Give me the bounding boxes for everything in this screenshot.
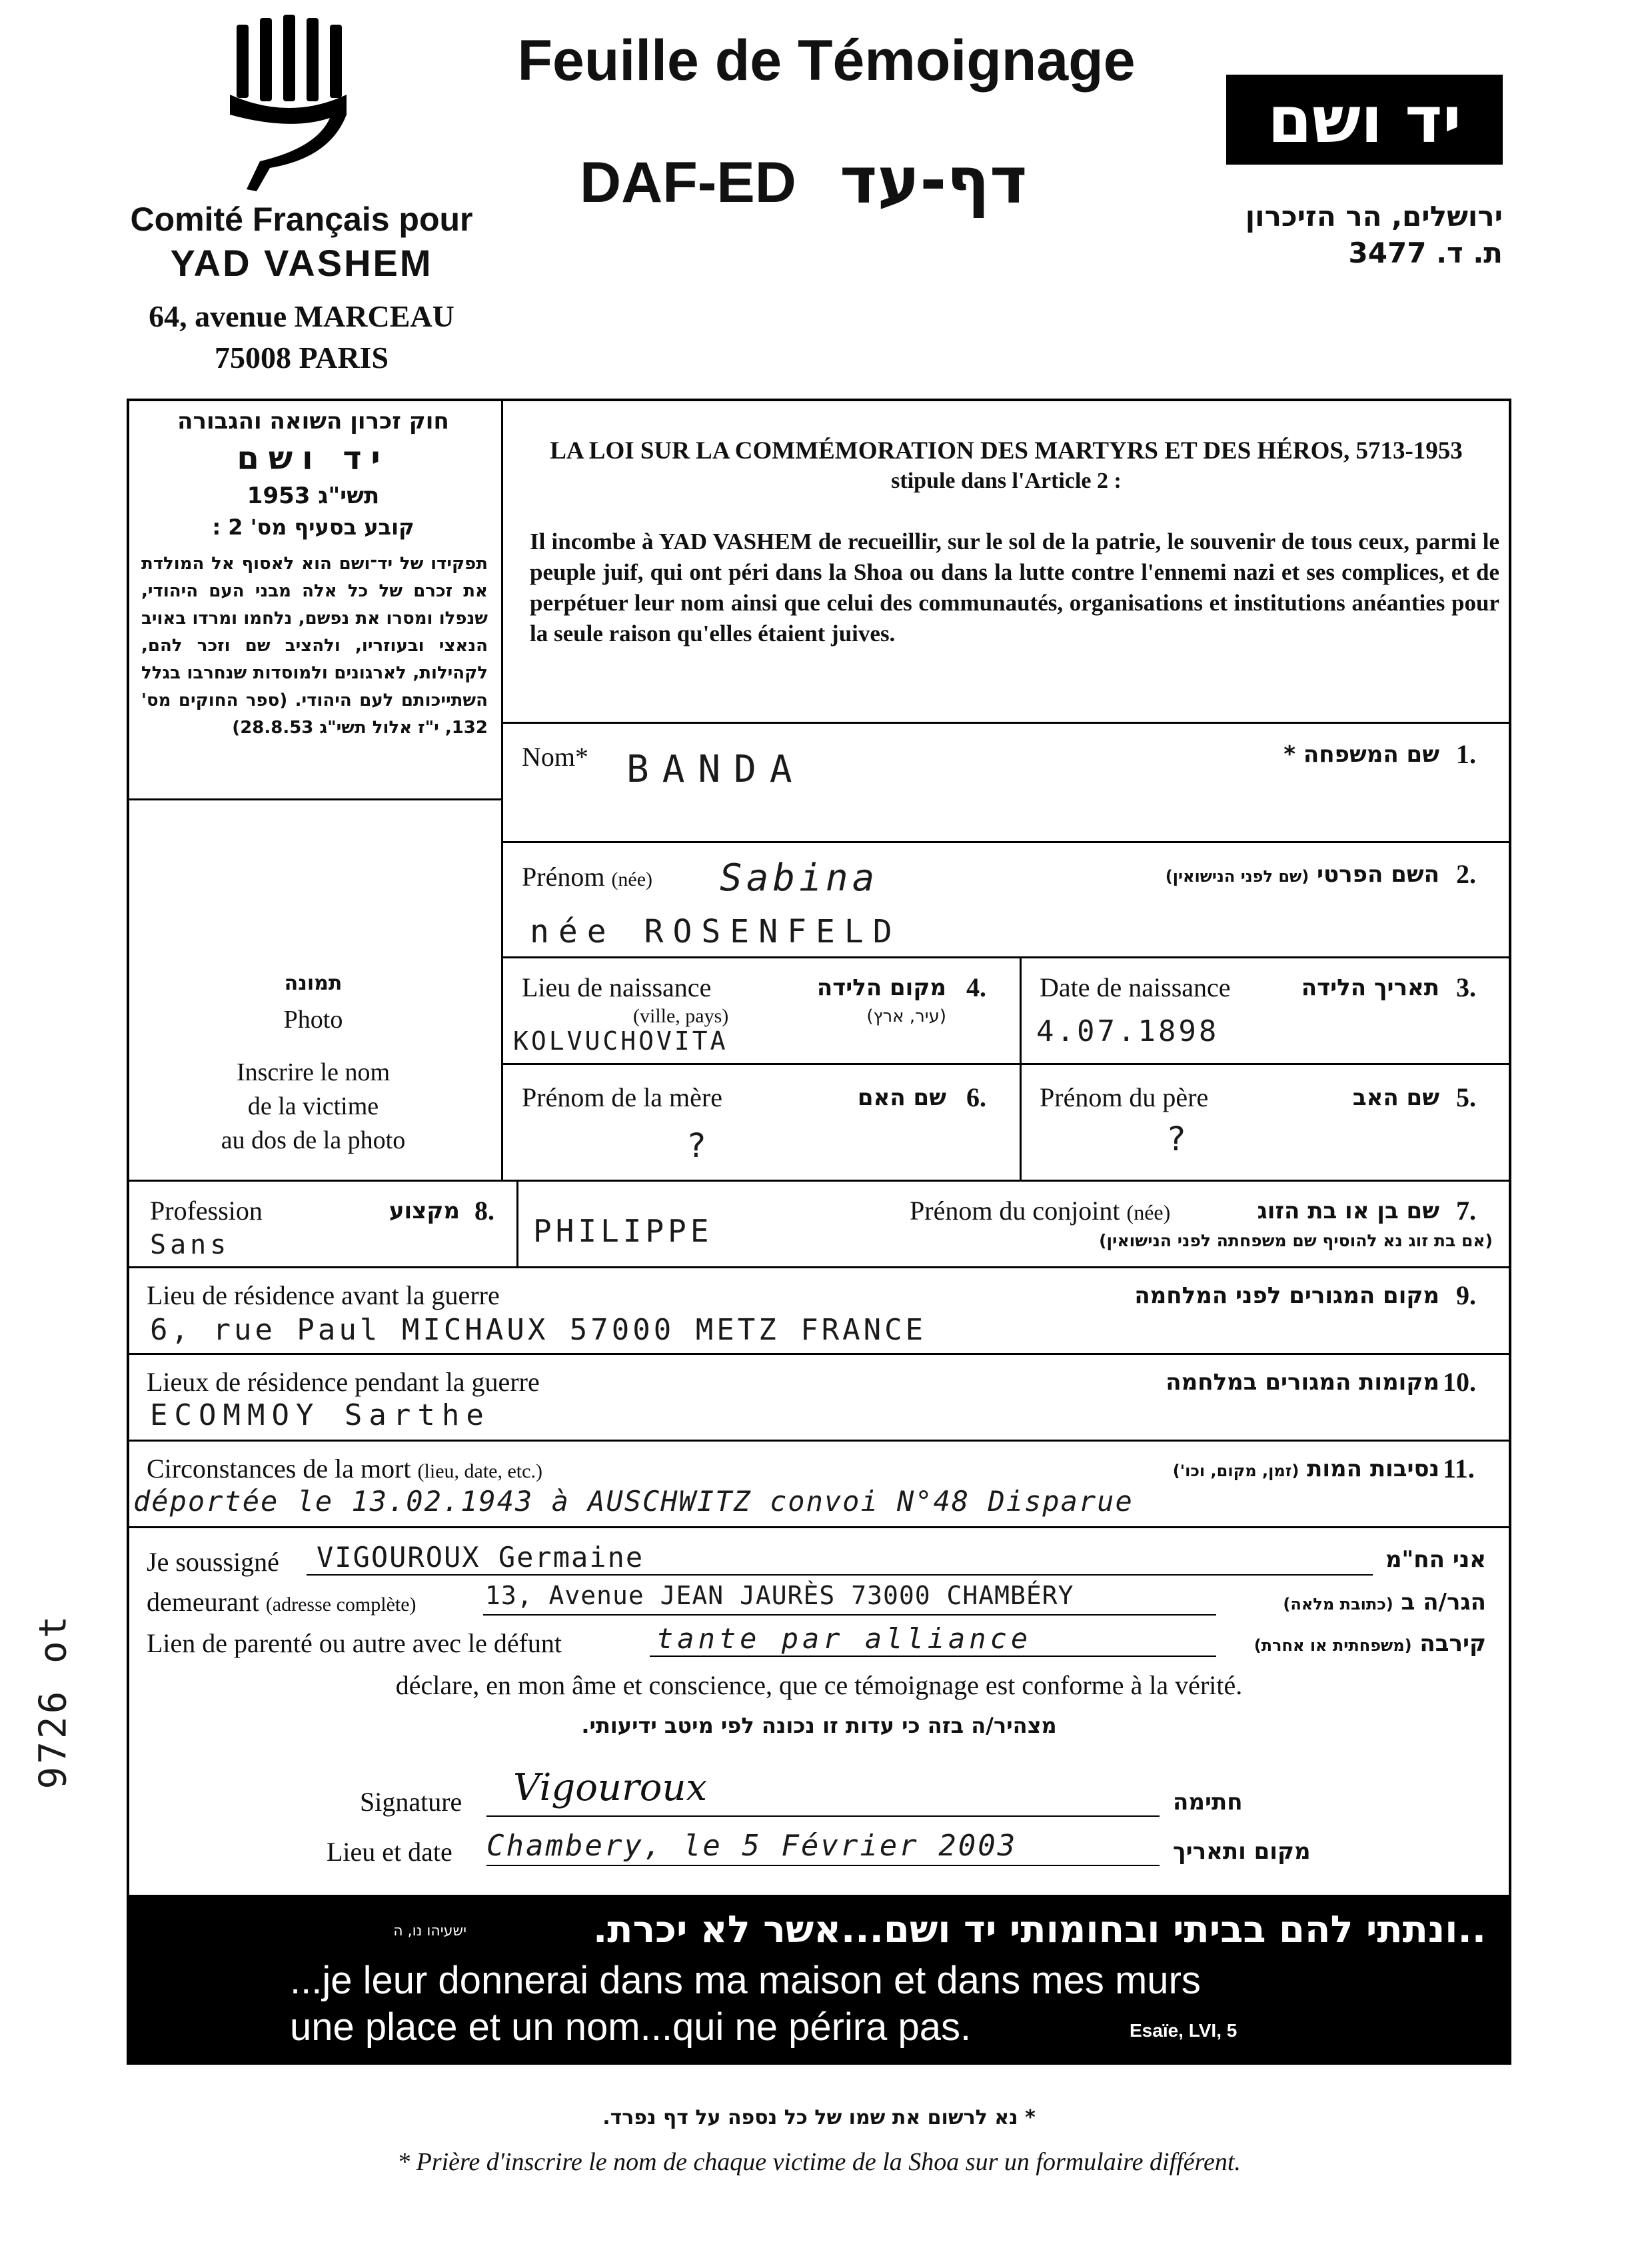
photo-label: Photo [283,1006,343,1034]
divider-declarant [127,1526,1511,1528]
prenom-value-2[interactable]: née ROSENFELD [530,913,902,950]
committee-line1: Comité Français pour [130,201,473,238]
divider-naissance-parents [501,1063,1511,1065]
signature-line [486,1815,1160,1817]
conjoint-label-small: (née) [1126,1200,1171,1224]
divider-row11 [127,1440,1511,1442]
conjoint-label [910,1195,1170,1226]
mort-label-text: Circonstances de la mort [147,1454,411,1484]
law-french-title: LA LOI SUR LA COMMÉMORATION DES MARTYRS ET DES HÉROS, 5713-1953 [550,437,1463,465]
date-naissance-value[interactable]: 4.07.1898 [1036,1014,1220,1048]
divider-row7 [127,1180,1511,1182]
mort-heb-text: נסיבות המות [1307,1456,1439,1482]
divider-birth-middle [1020,956,1022,1180]
conjoint-heb-small: (אם בת זוג נא להוסיף שם משפחתה לפני הנישואין) [1099,1231,1493,1250]
profession-label: Profession [150,1196,263,1226]
banner-french-ref: Esaïe, LVI, 5 [1130,2020,1238,2041]
residence-pendant-num: 10. [1443,1367,1476,1397]
subtitle-latin: DAF-ED [580,151,796,215]
signature-value[interactable]: Vigouroux [513,1766,708,1809]
conjoint-label-text: Prénom du conjoint [910,1196,1120,1226]
quote-banner [127,1895,1511,2065]
prenom-heb-text: השם הפרטי [1317,861,1439,888]
declaration-heb: מצהיר/ה בזה כי עדות זו נכונה לפי מיטב ידיעותי. [581,1713,1057,1738]
page-title: Feuille de Témoignage [517,29,1136,93]
soussigne-line [307,1574,1373,1576]
demeurant-label-small: (adresse complète) [265,1594,416,1616]
prenom-mere-heb: שם האם [857,1084,946,1111]
footer-note-fr: * Prière d'inscrire le nom de chaque victime de la Shoa sur un formulaire différent. [397,2148,1241,2176]
prenom-pere-num: 5. [1456,1082,1476,1112]
lieu-naissance-heb-small: (עיר, ארץ) [866,1006,946,1026]
prenom-label-text: Prénom [522,862,605,892]
demeurant-label-text: demeurant [147,1587,259,1617]
banner-french-line1: ...je leur donnerai dans ma maison et dans mes murs [290,1959,1201,2002]
archive-number: 9726 ot [31,1613,75,1789]
lien-value[interactable]: tante par alliance [656,1622,1032,1655]
divider-row9 [127,1266,1511,1268]
law-hebrew-year: תשי"ג 1953 [247,483,380,509]
prenom-pere-label: Prénom du père [1040,1082,1209,1112]
prenom-pere-heb: שם האב [1352,1084,1439,1111]
nom-value[interactable]: BANDA [626,748,806,791]
po-box: ת. ד. 3477 [1348,237,1503,269]
divider-law-nom [501,722,1511,724]
mort-label-small: (lieu, date, etc.) [417,1460,542,1482]
lien-label: Lien de parenté ou autre avec le défunt [147,1628,562,1658]
lien-heb-small: (משפחתית או אחרת) [1253,1636,1412,1655]
residence-pendant-value[interactable]: ECOMMOY Sarthe [150,1398,490,1432]
lien-heb-text: קירבה [1419,1630,1486,1657]
divider-nom-prenom [501,841,1511,843]
residence-avant-label: Lieu de résidence avant la guerre [147,1280,500,1310]
demeurant-label [147,1586,416,1618]
mort-heb-small: (זמן, מקום, וכו') [1172,1462,1299,1480]
banner-french-line2: une place et un nom...qui ne périra pas. [290,2005,972,2049]
date-naissance-label: Date de naissance [1040,972,1231,1002]
divider-row10 [127,1353,1511,1355]
conjoint-num: 7. [1456,1196,1476,1226]
law-hebrew-clause: קובע בסעיף מס' 2 : [212,515,414,540]
nom-num: 1. [1456,739,1476,769]
yad-vashem-menorah-logo [230,15,357,195]
prenom-mere-label: Prénom de la mère [522,1082,722,1112]
demeurant-heb [1226,1589,1486,1616]
soussigne-label: Je soussigné [147,1547,279,1577]
mort-heb [1066,1456,1439,1482]
demeurant-heb-small: (כתובת מלאה) [1283,1595,1393,1614]
lien-heb [1226,1630,1486,1657]
committee-line2: YAD VASHEM [170,242,433,284]
demeurant-heb-text: הגר/ה ב [1401,1589,1486,1616]
banner-hebrew: ..ונתתי להם בביתי ובחומותי יד ושם...אשר לא יכרת. [592,1908,1486,1951]
profession-num: 8. [474,1196,494,1226]
lieu-date-line [486,1865,1160,1866]
lieu-naissance-heb: מקום הלידה [816,974,946,1001]
lieu-date-label: Lieu et date [327,1837,452,1867]
lieu-naissance-num: 4. [966,972,986,1002]
prenom-mere-num: 6. [966,1082,986,1112]
lieu-date-value[interactable]: Chambery, le 5 Février 2003 [486,1829,1018,1863]
lien-line [650,1656,1216,1657]
prenom-value[interactable]: Sabina [720,856,879,900]
residence-avant-num: 9. [1456,1280,1476,1310]
date-naissance-num: 3. [1456,972,1476,1002]
declaration-fr: déclare, en mon âme et conscience, que ce témoignage est conforme à la vérité. [395,1670,1243,1700]
photo-instruction-2: de la victime [247,1092,379,1120]
logo-right-text: יד ושם [1267,82,1461,157]
demeurant-line [483,1614,1216,1616]
residence-pendant-label: Lieux de résidence pendant la guerre [147,1367,540,1397]
soussigne-value[interactable]: VIGOUROUX Germaine [317,1541,644,1574]
profession-value[interactable]: Sans [150,1230,231,1260]
prenom-heb [1040,861,1439,888]
lieu-naissance-label: Lieu de naissance [522,972,712,1002]
soussigne-heb: אני הח"מ [1385,1546,1486,1573]
banner-hebrew-ref: ישעיהו נו, ה [393,1923,466,1939]
conjoint-value[interactable]: PHILIPPE [533,1213,713,1249]
law-hebrew-body: תפקידו של יד־ושם הוא לאסוף אל המולדת את זכרם של כל אלה מבני העם היהודי, שנפלו ומסרו את נפשם, נלחמו ומרדו באויב הנאצי ובעוזריו, ולהציב שם וזכר להם, לקהילות, לארגונים ולמוסדות שנחרבו בגלל השתייכותם לעם היהודי. (ספר החוקים מס' 132, י"ז אלול תשי"ג 28.8.53) [141,554,488,738]
photo-instruction-1: Inscrire le nom [236,1058,391,1086]
law-hebrew-name: יד ושם [237,440,390,477]
conjoint-heb: שם בן או בת הזוג [1257,1198,1439,1224]
nom-heb: שם המשפחה * [1283,741,1439,768]
residence-avant-value[interactable]: 6, rue Paul MICHAUX 57000 METZ FRANCE [150,1313,927,1347]
divider-prenom-naissance [501,956,1511,958]
law-french-subtitle: stipule dans l'Article 2 : [891,469,1122,493]
signature-label: Signature [360,1787,462,1817]
residence-avant-heb: מקום המגורים לפני המלחמה [1134,1282,1439,1309]
photo-heb: תמונה [284,972,343,995]
divider-profession [516,1180,518,1266]
prenom-label-small: (née) [611,868,653,890]
date-naissance-heb: תאריך הלידה [1301,974,1439,1001]
mort-value[interactable]: déportée le 13.02.1943 à AUSCHWITZ convoi N°48 Disparue [133,1485,1134,1518]
law-french-body: Il incombe à YAD VASHEM de recueillir, sur le sol de la patrie, le souvenir de tous ceux, parmi le peuple juif, qui ont péri dans la Shoa ou dans la lutte contre l'ennemi nazi et ses complices, et de perpétuer leur nom ainsi que celui des communautés, organisations et institutions anéanties pour la seule raison qu'elles étaient juives. [530,529,1499,646]
prenom-heb-small: (שם לפני הנישואין) [1165,867,1309,886]
mort-num: 11. [1443,1454,1475,1484]
residence-pendant-heb: מקומות המגורים במלחמה [1166,1369,1439,1396]
nom-label: Nom* [522,742,588,772]
footer-note-heb: * נא לרשום את שמו של כל נספה על דף נפרד. [602,2106,1036,2129]
logo-right [1226,75,1503,165]
photo-instruction-3: au dos de la photo [221,1126,406,1154]
signature-heb: חתימה [1173,1789,1243,1815]
address-line1: 64, avenue MARCEAU [149,299,454,333]
address-line2: 75008 PARIS [214,341,389,375]
lieu-naissance-value[interactable]: KOLVUCHOVITA [513,1026,728,1056]
jerusalem-line: ירושלים, הר הזיכרון [1245,200,1503,233]
lieu-date-heb: מקום ותאריך [1173,1838,1311,1865]
subtitle-hebrew: דף-עד [840,143,1028,218]
prenom-mere-value[interactable]: ? [686,1126,711,1165]
prenom-pere-value[interactable]: ? [1166,1120,1191,1158]
mort-label [147,1453,542,1484]
law-hebrew-title: חוק זכרון השואה והגבורה [177,408,449,435]
lieu-naissance-small: (ville, pays) [633,1005,729,1027]
demeurant-value[interactable]: 13, Avenue JEAN JAURÈS 73000 CHAMBÉRY [485,1581,1074,1610]
profession-heb: מקצוע [389,1198,460,1224]
divider-law-photo [127,798,501,800]
prenom-num: 2. [1456,859,1476,889]
prenom-label [522,861,652,892]
